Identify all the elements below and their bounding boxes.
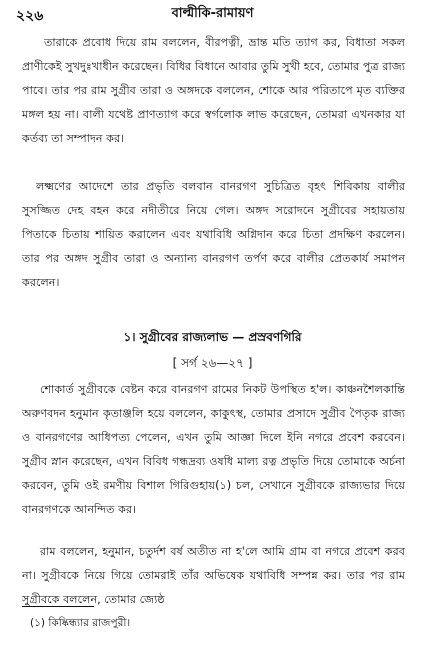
paragraph-3: শোকার্ত সুগ্রীবকে বেষ্টন করে বানরগণ রামের নিকট উপস্থিত হ'ল। কাঞ্চনশৈলকান্তি অরুণবদন হনুমান কৃতাঞ্জলি হয়ে বললেন, কাকুৎস্থ, তোমার প্রসাদে সুগ্রীব পৈতৃক রাজ্য ও বানরগণের আধিপত্য পেলেন, এখন তুমি আজ্ঞা দিলে ইনি নগরে প্রবেশ করবেন। সুগ্রীব স্নান করেছেন, এখন বিবিধ গন্ধদ্রব্য ওষধি মাল্য রত্ন প্রভৃতি দিয়ে তোমাকে অর্চনা করবেন, তুমি ওই রমণীয় বিশাল গিরিগুহায়(১) চল, সেখানে সুগ্রীবকে রাজ্যভার দিয়ে বানরগণকে আনন্দিত কর। [22, 383, 405, 516]
paragraph-4: রাম বললেন, হনুমান, চতুর্দশ বর্ষ অতীত না হ'লে আমি গ্রাম বা নগরে প্রবেশ করব না। সুগ্রীবকে নিয়ে গিয়ে তোমরাই তাঁর অভিষেক যথাবিধি সম্পন্ন কর। তার পর রাম সুগ্রীবকে বললেন, তোমার জ্যেষ্ঠ [22, 545, 405, 606]
paragraph-2: লক্ষ্মণের আদেশে তার প্রভৃতি বলবান বানরগণ সুচিত্রিত বৃহৎ শিবিকায় বালীর সুসজ্জিত দেহ বহন করে নদীতীরে নিয়ে গেল। অঙ্গদ সরোদনে সুগ্রীবের সহায়তায় পিতাকে চিতায় শায়িত করালেন এবং যথাবিধি অগ্নিদান করে চিতা প্রদক্ষিণ করলেন। তার পর অঙ্গদ সুগ্রীব তারা ও অন্যান্য বানরগণ তর্পণ করে বালীর প্রেতকার্য সমাপন করলেন। [22, 180, 405, 289]
page-number: ২২৬ [16, 8, 44, 24]
footnote: (১) কিষ্কিন্ধ্যার রাজপুরী। [30, 617, 131, 629]
section-heading: ১। সুগ্রীবের রাজ্যলাভ — প্রস্রবণগিরি [123, 330, 302, 344]
footnote-rule [22, 606, 94, 607]
canto-reference: [ সর্গ ২৬—২৭ ] [172, 356, 253, 370]
paragraph-1: তারাকে প্রবোধ দিয়ে রাম বললেন, বীরপত্নী, ভ্রান্ত মতি ত্যাগ কর, বিধাতা সকল প্রাণীকেই সুখদুঃখাধীন করেছেন। বিধির বিধানে আবার তুমি সুখী হবে, তোমার পুত্র রাজ্য পাবে। তার পর রাম সুগ্রীব তারা ও অঙ্গদকে বললেন, শোকে আর পরিতাপে মৃত ব্যক্তির মঙ্গল হয় না। বালী যথেষ্ট প্রাণত্যাগ করে স্বর্গলোক লাভ করেছেন, তোমরা এখনকার যা কর্তব্য তা সম্পাদন কর। [22, 36, 405, 145]
running-title: বাল্মীকি-রামায়ণ [171, 6, 254, 21]
